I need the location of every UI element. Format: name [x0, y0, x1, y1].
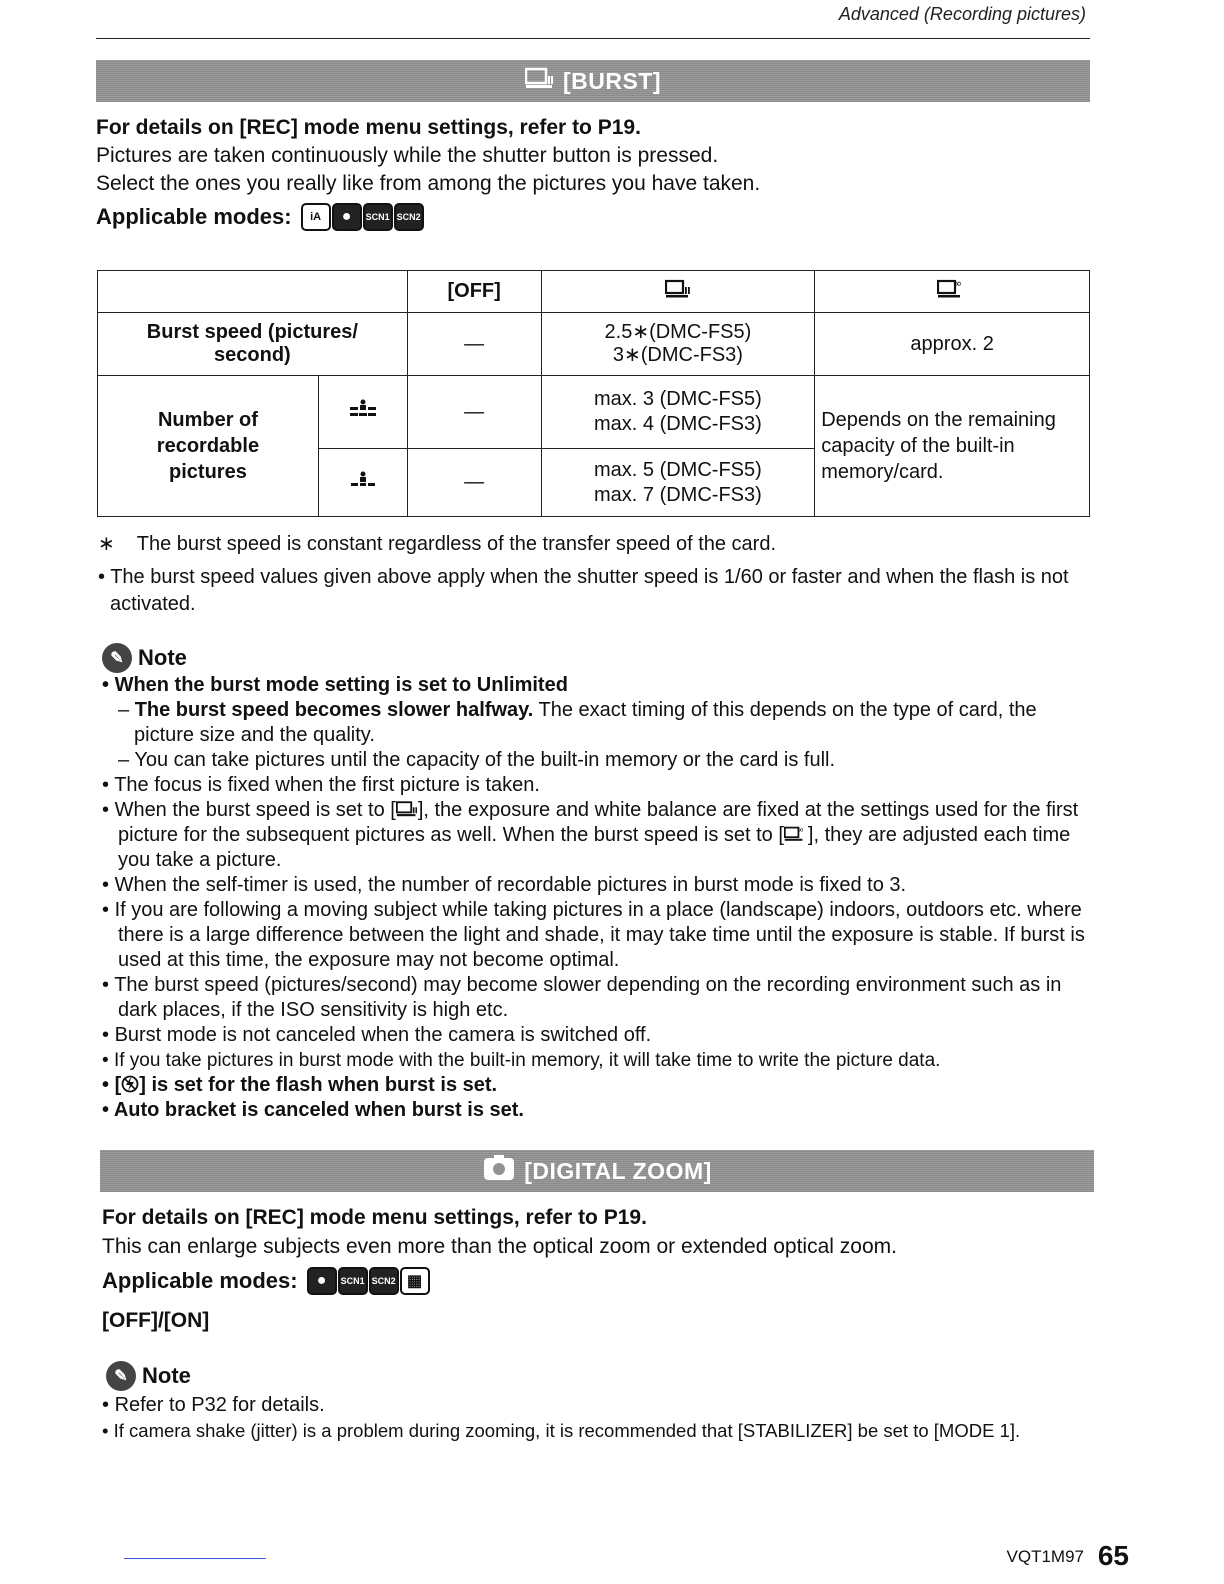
list-item: • Refer to P32 for details. [102, 1394, 325, 1416]
row-burst-speed-label: Burst speed (pictures/ second) [98, 313, 408, 376]
normal-picture-mode-icon: ● [332, 203, 362, 231]
zoom-options: [OFF]/[ON] [102, 1309, 210, 1332]
zoom-desc: This can enlarge subjects even more than the optical zoom or extended optical zoom. [102, 1235, 897, 1258]
fine-max-fs3: max. 4 (DMC-FS3) [594, 413, 762, 435]
table-row [98, 376, 1090, 449]
note-text: When the burst mode setting is set to Unlimited [114, 674, 568, 696]
burst-speed-fs5: 2.5∗(DMC-FS5) [604, 321, 752, 343]
list-item: – You can take pictures until the capacity of the built-in memory or the card is full. [118, 749, 836, 771]
burst-table [97, 270, 1090, 517]
row-burst-speed-off: — [407, 313, 541, 376]
list-item: • Burst mode is not canceled when the camera is switched off. [102, 1024, 652, 1046]
camera-mode-icon [482, 1154, 516, 1188]
list-item: • The burst speed (pictures/second) may become slower depending on the recording environment such as in dark places, if the ISO sensitivity is high etc. [102, 974, 1062, 1021]
page-number: 65 [1097, 1540, 1129, 1571]
burst-title: [BURST] [562, 67, 662, 94]
header-rule [96, 38, 1090, 39]
flash-off-icon [121, 1075, 139, 1093]
table-header-row [98, 271, 1090, 313]
note-text: The focus is fixed when the first picture is taken. [114, 774, 540, 796]
std-max-fs5: max. 5 (DMC-FS5) [594, 458, 762, 481]
scene-1-mode-icon: SCN1 [363, 203, 393, 231]
list-item: • [ ] is set for the flash when burst is set. [102, 1074, 498, 1096]
fine-max-fs5: max. 3 (DMC-FS5) [594, 388, 762, 410]
svg-text:∞: ∞ [796, 825, 805, 836]
unlimited-burst-icon [937, 277, 967, 301]
list-item: • Auto bracket is canceled when burst is set. [102, 1099, 524, 1121]
zoom-title: [DIGITAL ZOOM] [524, 1157, 712, 1184]
note-text: When the burst speed is set to [ [114, 799, 396, 821]
table-header-empty [98, 271, 408, 313]
burst-icon [396, 800, 418, 818]
note-text: [ [114, 1074, 122, 1096]
burst-desc-2: Select the ones you really like from among the pictures you have taken. [96, 172, 761, 195]
zoom-notes [102, 1393, 1102, 1443]
zoom-modes [102, 1267, 430, 1295]
row-burst-speed-burst [541, 313, 815, 376]
footnote [98, 531, 776, 556]
modes-label: Applicable modes: [96, 204, 292, 229]
list-item: – The burst speed becomes slower halfway. The exact timing of this depends on the type of card, the picture size and the quality. [118, 699, 1037, 746]
note-text: When the self-timer is used, the number of recordable pictures in burst mode is fixed to 3. [114, 874, 907, 896]
row-recordable-std-off: — [407, 449, 541, 517]
col-off: [OFF] [407, 271, 541, 313]
zoom-heading-band [100, 1150, 1094, 1192]
burst-heading-band [96, 60, 1090, 102]
note-heading [102, 643, 187, 673]
unlimited-burst-icon [784, 824, 808, 844]
list-item: • If you are following a moving subject while taking pictures in a place (landscape) indoors, outdoors etc. where there is a large difference between the light and shade, it may take time until the exposure is stable. If burst is used at this time, the exposure may not become optimal. [102, 899, 1085, 971]
burst-desc-1: Pictures are taken continuously while the shutter button is pressed. [96, 144, 719, 167]
burst-icon [525, 66, 555, 96]
list-item: • When the burst speed is set to [ ], the exposure and white balance are fixed at the settings used for the first picture for the subsequent pictures as well. When the burst speed is set to [ ∞ ], they are adjusted each time you take a picture. [102, 799, 1079, 871]
burst-values-text: The burst speed values given above apply when the shutter speed is 1/60 or faster and when the flash is not activated. [110, 566, 1069, 615]
document-code: VQT1M97 [1006, 1547, 1084, 1566]
burst-notes [102, 673, 1092, 1123]
modes-label: Applicable modes: [102, 1268, 298, 1293]
note-text-bold: The burst speed becomes slower halfway. [134, 699, 534, 721]
col-burst [541, 271, 815, 313]
table-row [98, 313, 1090, 376]
note-text: Auto bracket is canceled when burst is set. [113, 1099, 524, 1121]
burst-modes [96, 203, 424, 231]
footnote-text: The burst speed is constant regardless of the transfer speed of the card. [136, 533, 777, 555]
note-text: ], they are adjusted each time you take a picture. [118, 824, 1071, 871]
list-item: • When the self-timer is used, the number of recordable pictures in burst mode is fixed to 3. [102, 874, 907, 896]
high-quality-icon [318, 376, 407, 449]
row-recordable-unlimited: Depends on the remaining capacity of the built-in memory/card. [815, 376, 1090, 517]
note-text: Burst mode is not canceled when the camera is switched off. [114, 1024, 652, 1046]
scene-2-mode-icon: SCN2 [394, 203, 424, 231]
std-max-fs3: max. 7 (DMC-FS3) [594, 483, 762, 506]
note-text: ], the exposure and white balance are fixed at the settings used for the first picture for the subsequent pictures as well. When the burst speed is set to [ [118, 799, 1079, 846]
note-title: Note [138, 645, 187, 670]
zoom-note-heading [106, 1361, 191, 1391]
svg-text:∞: ∞ [953, 276, 963, 290]
note-title: Note [142, 1363, 191, 1388]
row-recordable-std-burst [541, 449, 815, 517]
note-text: If camera shake (jitter) is a problem during zooming, it is recommended that [STABILIZER] be set to [MODE 1]. [113, 1420, 1021, 1441]
list-item: • If you take pictures in burst mode with the built-in memory, it will take time to write the picture data. [102, 1050, 941, 1071]
note-text: You can take pictures until the capacity of the built-in memory or the card is full. [134, 749, 836, 771]
note-icon: ✎ [106, 1361, 136, 1391]
scene-1-mode-icon: SCN1 [338, 1267, 368, 1295]
list-item: • The focus is fixed when the first picture is taken. [102, 774, 540, 796]
burst-icon [665, 279, 691, 299]
row-burst-speed-unlimited: approx. 2 [815, 313, 1090, 376]
normal-picture-mode-icon: ● [307, 1267, 337, 1295]
row-recordable-fine-off: — [407, 376, 541, 449]
scene-2-mode-icon: SCN2 [369, 1267, 399, 1295]
note-text: Refer to P32 for details. [114, 1394, 325, 1416]
zoom-ref: For details on [REC] mode menu settings, refer to P19. [102, 1206, 647, 1229]
burst-values-bullet: • The burst speed values given above apply when the shutter speed is 1/60 or faster and when the flash is not activated. [98, 566, 1069, 615]
note-text: ] is set for the flash when burst is set. [139, 1074, 498, 1096]
burst-ref: For details on [REC] mode menu settings, refer to P19. [96, 116, 641, 139]
note-text: If you are following a moving subject while taking pictures in a place (landscape) indoors, outdoors etc. where there is a large difference between the light and shade, it may take time until the exposure is stable. If burst is used at this time, the exposure may not become optimal. [114, 899, 1085, 971]
footer-rule [124, 1558, 266, 1559]
note-text: The exact timing of this depends on the type of card, the picture size and the quality. [134, 699, 1037, 746]
section-title: Advanced (Recording pictures) [838, 4, 1086, 24]
row-recordable-label: Number of recordable pictures [98, 376, 319, 517]
motion-picture-mode-icon: ▦ [400, 1267, 430, 1295]
burst-speed-fs3: 3∗(DMC-FS3) [612, 344, 743, 366]
standard-quality-icon [318, 449, 407, 517]
col-unlimited [815, 271, 1090, 313]
asterisk-mark: ∗ [98, 533, 115, 555]
list-item: • When the burst mode setting is set to Unlimited [102, 674, 568, 696]
intelligent-auto-mode-icon: iA [301, 203, 331, 231]
row-recordable-fine-burst [541, 376, 815, 449]
note-icon: ✎ [102, 643, 132, 673]
note-text: The burst speed (pictures/second) may become slower depending on the recording environment such as in dark places, if the ISO sensitivity is high etc. [114, 974, 1062, 1021]
note-text: If you take pictures in burst mode with the built-in memory, it will take time to write the picture data. [113, 1050, 941, 1071]
list-item: • If camera shake (jitter) is a problem during zooming, it is recommended that [STABILIZER] be set to [MODE 1]. [102, 1420, 1021, 1441]
